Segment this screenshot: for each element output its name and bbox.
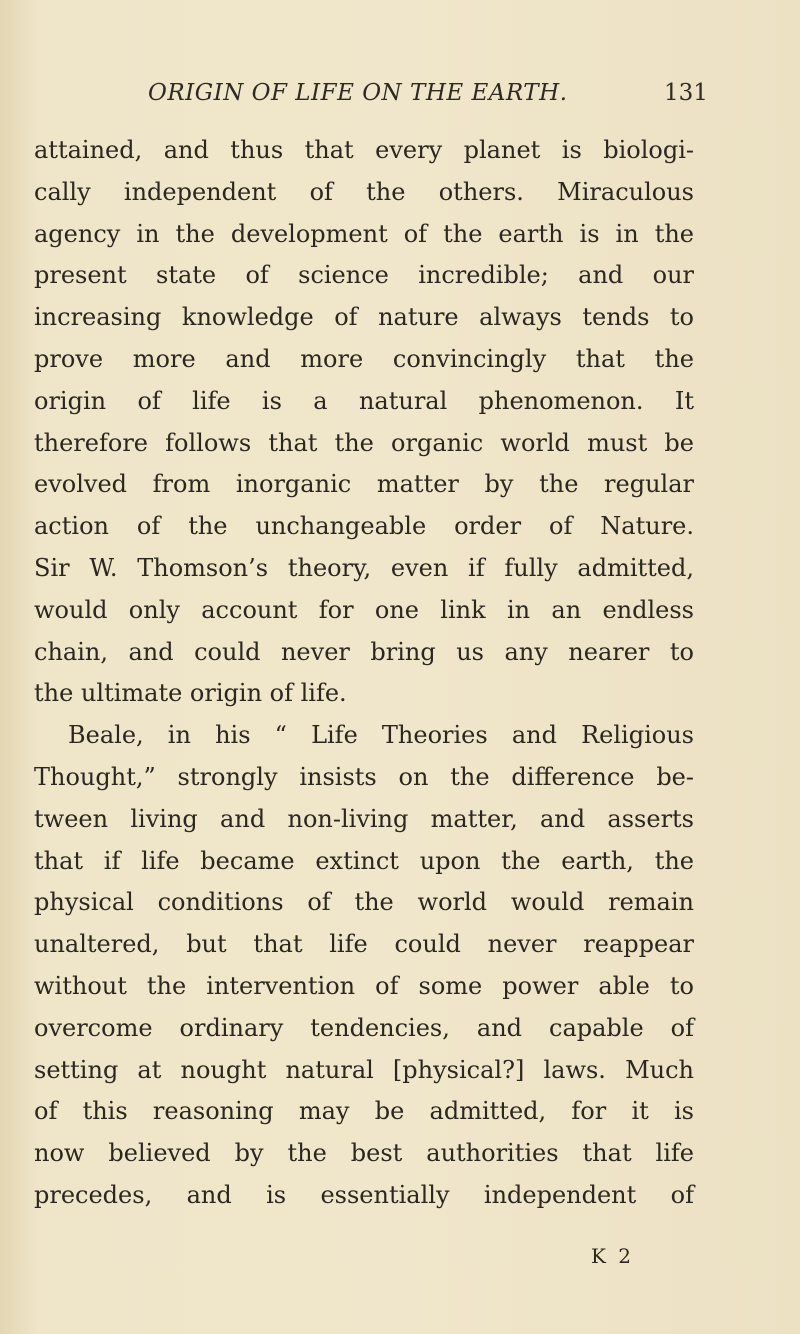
body-text	[34, 130, 694, 1217]
text-line: origin of life is a natural phenomenon. It	[34, 386, 694, 415]
text-line: increasing knowledge of nature always tends to	[34, 303, 694, 332]
text-line: overcome ordinary tendencies, and capable of	[34, 1013, 694, 1042]
page-number: 131	[664, 80, 708, 106]
running-head: ORIGIN OF LIFE ON THE EARTH.	[148, 80, 568, 106]
signature-mark: K 2	[591, 1244, 635, 1268]
text-line: the ultimate origin of life.	[34, 679, 347, 708]
text-line: chain, and could never bring us any nearer to	[34, 637, 694, 666]
text-line: Sir W. Thomson’s theory, even if fully admitted,	[34, 553, 694, 582]
text-line: attained, and thus that every planet is biologi-	[34, 136, 694, 164]
text-line: present state of science incredible; and our	[34, 261, 694, 290]
text-line: setting at nought natural [physical?] laws. Much	[34, 1055, 694, 1084]
text-line: evolved from inorganic matter by the regular	[34, 470, 694, 499]
text-line: that if life became extinct upon the earth, the	[34, 846, 694, 875]
text-line: tween living and non-living matter, and asserts	[34, 804, 694, 833]
text-line: now believed by the best authorities that life	[34, 1139, 694, 1168]
text-line: cally independent of the others. Miraculous	[34, 177, 694, 206]
text-line: prove more and more convincingly that the	[34, 344, 694, 373]
text-line: Beale, in his “ Life Theories and Religious	[68, 721, 694, 750]
text-line: would only account for one link in an endless	[34, 595, 694, 624]
text-line: precedes, and is essentially independent of	[34, 1180, 694, 1209]
text-line: of this reasoning may be admitted, for it is	[34, 1097, 694, 1126]
text-line: action of the unchangeable order of Nature.	[34, 512, 694, 541]
text-line: therefore follows that the organic world must be	[34, 428, 694, 457]
text-line: unaltered, but that life could never reappear	[34, 930, 694, 959]
text-line: without the intervention of some power able to	[34, 971, 694, 1000]
text-line: agency in the development of the earth is in the	[34, 219, 694, 248]
text-line: physical conditions of the world would remain	[34, 888, 694, 917]
text-line: Thought,” strongly insists on the difference be-	[34, 762, 694, 791]
